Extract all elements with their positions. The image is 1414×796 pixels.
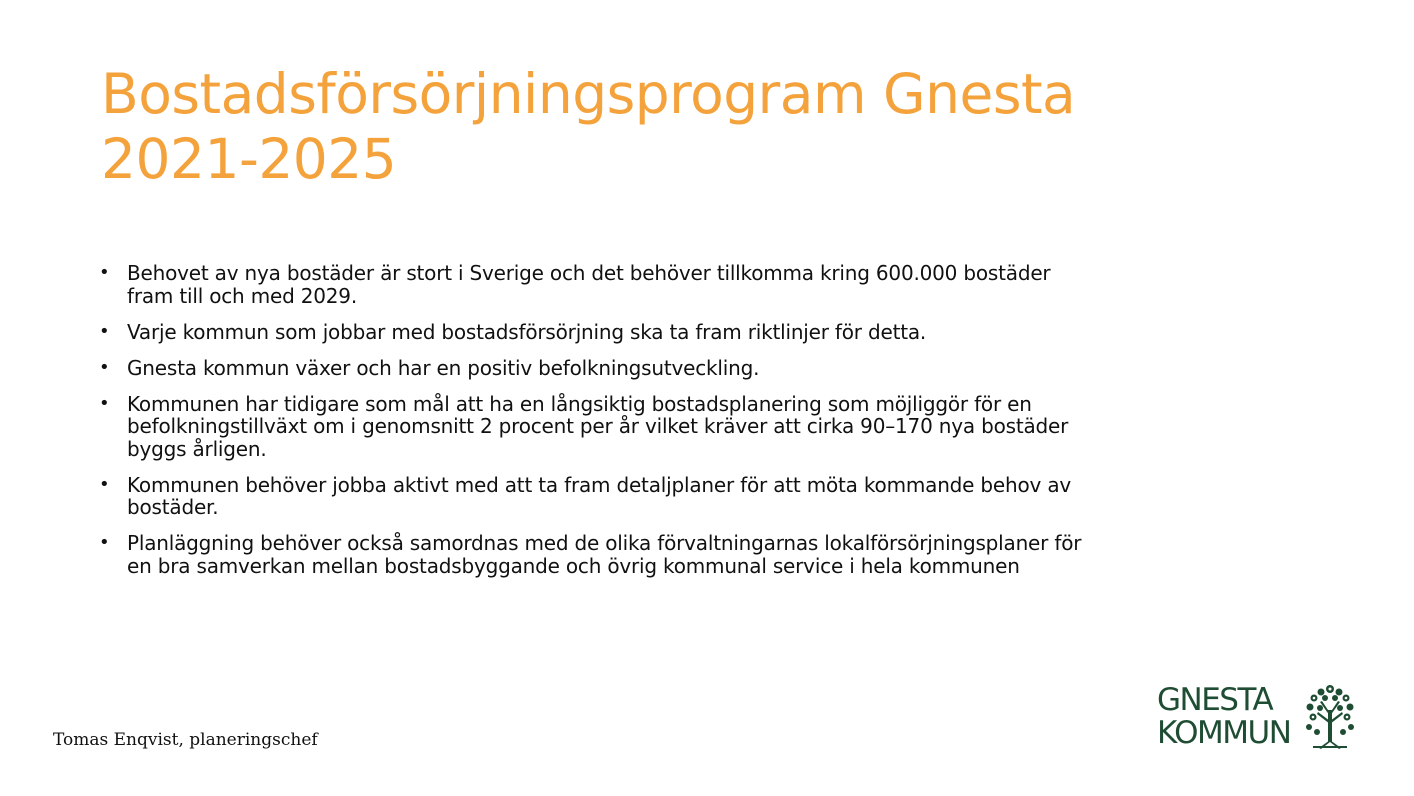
bullet-item (99, 357, 1099, 380)
gnesta-kommun-logo (1157, 684, 1357, 754)
bullet-dot: • (99, 262, 110, 283)
tree-icon (1305, 684, 1355, 750)
bullet-text: Varje kommun som jobbar med bostadsförsörjning ska ta fram riktlinjer för detta. (127, 319, 927, 344)
bullet-dot: • (99, 473, 110, 495)
bullet-text: Kommunen har tidigare som mål att ha en långsiktig bostadsplanering som möjliggör för en befolkningstillväxt om i genomsnitt 2 procent per år vilket kräver att cirka 90–170 nya bostäder byggs årligen. (127, 391, 1069, 461)
bullet-item (99, 532, 1099, 577)
logo-wordmark (1157, 684, 1290, 750)
bullet-text: Kommunen behöver jobba aktivt med att ta fram detaljplaner för att möta kommande behov av bostäder. (127, 472, 1072, 519)
bullet-dot: • (99, 320, 110, 342)
logo-line-1: GNESTA (1157, 682, 1273, 718)
bullet-dot: • (99, 532, 110, 553)
logo-line-2: KOMMUN (1157, 715, 1291, 751)
bullet-text: Planläggning behöver också samordnas med de olika förvaltningarnas lokalförsörjningsplaner för en bra samverkan mellan bostadsbyggande och övrig kommunal service i hela kommunen (127, 531, 1082, 578)
author-footer: Tomas Enqvist, planeringschef (53, 730, 318, 750)
bullet-item (99, 474, 1099, 519)
bullet-text: Behovet av nya bostäder är stort i Sverige och det behöver tillkomma kring 600.000 bostäder fram till och med 2029. (127, 261, 1051, 308)
bullet-item (99, 321, 1099, 344)
bullet-dot: • (99, 356, 110, 378)
slide-title (101, 62, 1301, 192)
bullet-item (99, 262, 1099, 307)
slide-title-line-2: 2021-2025 (101, 127, 397, 191)
bullet-dot: • (99, 392, 110, 414)
slide-title-line-1: Bostadsförsörjningsprogram Gnesta (101, 62, 1076, 126)
bullet-item (99, 393, 1099, 461)
bullet-text: Gnesta kommun växer och har en positiv befolkningsutveckling. (127, 355, 760, 380)
bullet-list (99, 262, 1099, 591)
